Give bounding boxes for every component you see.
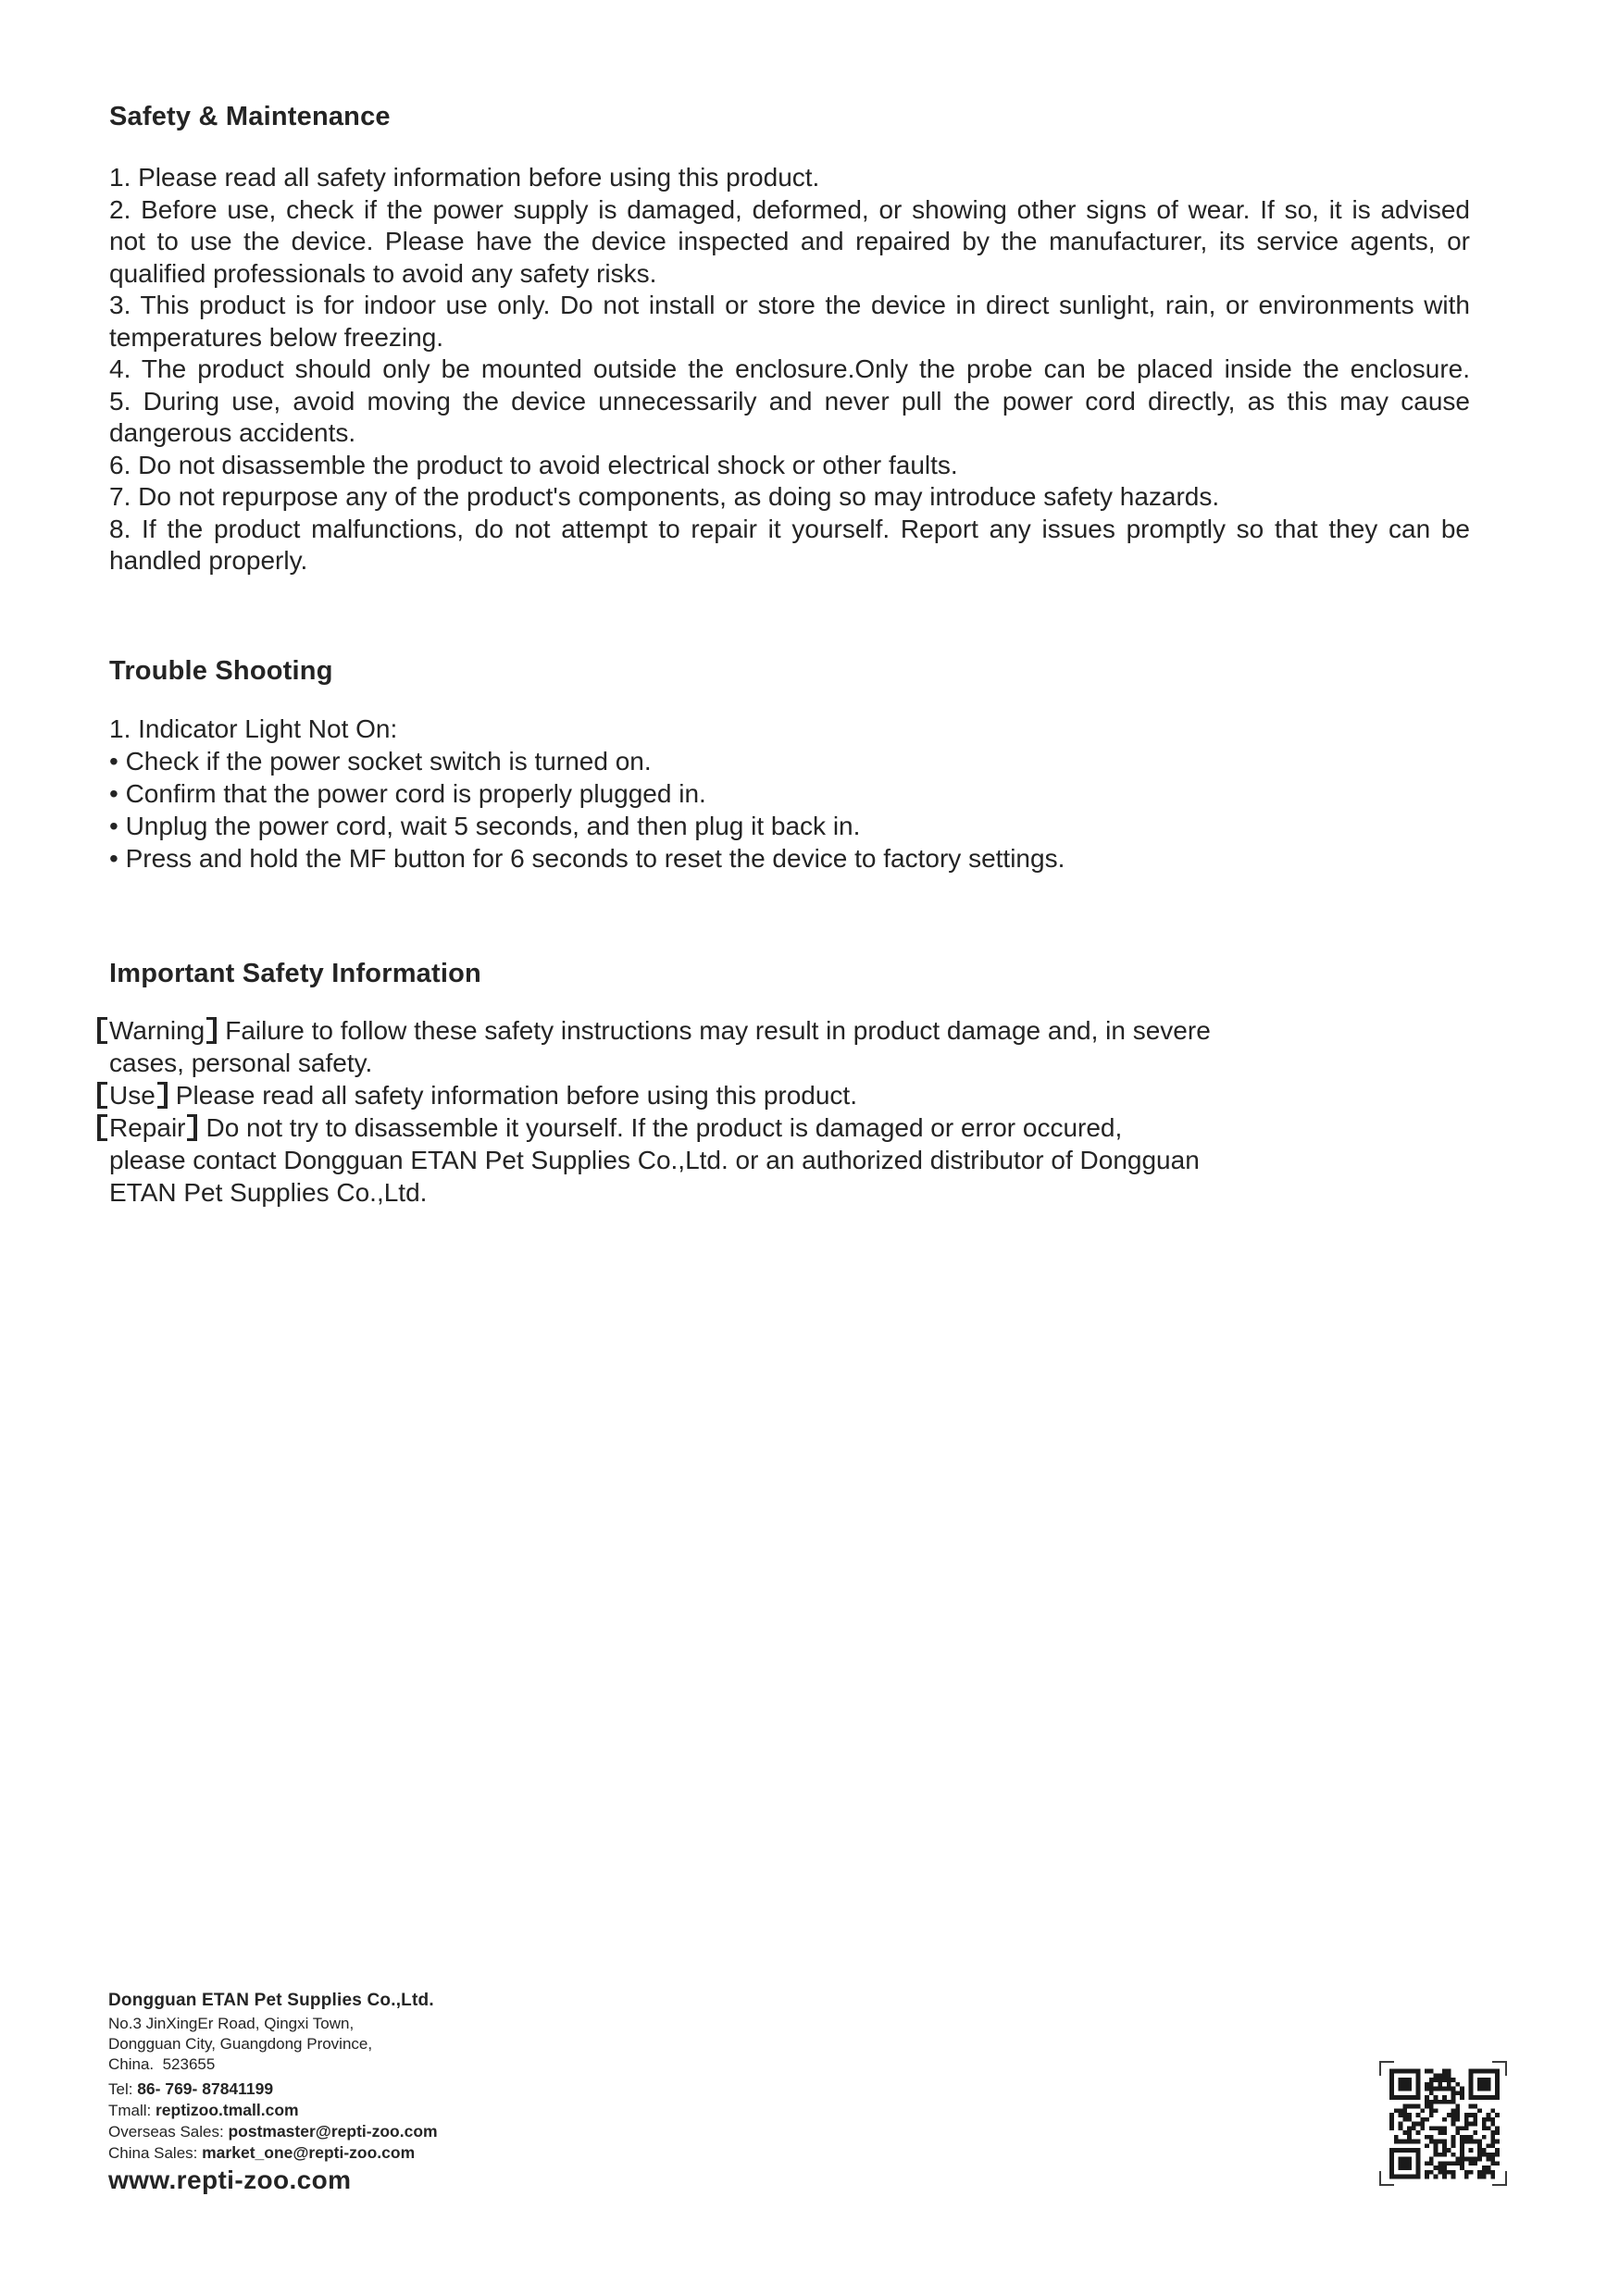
address-line: Dongguan City, Guangdong Province,: [108, 2035, 373, 2053]
text-line: 1. Please read all safety information before using this product.: [109, 163, 820, 192]
text-line: Warning Failure to follow these safety instructions may result in product damage and, in severe: [109, 1014, 1470, 1047]
contact-line: [108, 2121, 438, 2142]
address-line: China. 523655: [108, 2055, 216, 2073]
contact-line: [108, 2142, 438, 2164]
qr-modules: [1389, 2068, 1500, 2179]
lenticular-bracket-open-icon: [97, 1082, 107, 1109]
section-heading-safety-maintenance: Safety & Maintenance: [109, 102, 391, 131]
text-line: not to use the device. Please have the device inspected and repaired by the manufacturer, its service agents, or: [109, 227, 1470, 255]
address-line: No.3 JinXingEr Road, Qingxi Town,: [108, 2015, 355, 2032]
qr-code: [1379, 2061, 1507, 2186]
section-heading-important-safety-information: Important Safety Information: [109, 959, 481, 988]
text-line: 7. Do not repurpose any of the product's components, as doing so may introduce safety hazards.: [109, 482, 1220, 511]
lenticular-bracket-open-icon: [97, 1114, 107, 1141]
text-line: • Unplug the power cord, wait 5 seconds, and then plug it back in.: [109, 812, 861, 840]
text-line: Use Please read all safety information before using this product.: [109, 1079, 1470, 1111]
bracket-label: Warning: [109, 1016, 205, 1045]
text-line: • Confirm that the power cord is properly plugged in.: [109, 779, 706, 808]
contact-label: China Sales:: [108, 2144, 203, 2162]
important-safety-information-text: [109, 1014, 1470, 1209]
contact-value: market_one@repti-zoo.com: [202, 2143, 416, 2162]
contact-line: [108, 2100, 438, 2121]
text-line: 6. Do not disassemble the product to avoid electrical shock or other faults.: [109, 450, 958, 479]
contact-lines: [108, 2079, 438, 2164]
safety-maintenance-text: [109, 162, 1470, 577]
lenticular-bracket-close-icon: [206, 1017, 217, 1044]
text-line: • Check if the power socket switch is turned on.: [109, 747, 652, 776]
text-line: Repair Do not try to disassemble it yourself. If the product is damaged or error occured,: [109, 1111, 1470, 1144]
contact-value: postmaster@repti-zoo.com: [228, 2122, 438, 2141]
text-line: ETAN Pet Supplies Co.,Ltd.: [109, 1178, 428, 1207]
lenticular-bracket-close-icon: [187, 1114, 197, 1141]
text-line: 8. If the product malfunctions, do not attempt to repair it yourself. Report any issues promptly so that they can be: [109, 514, 1470, 543]
text-line: 5. During use, avoid moving the device unnecessarily and never pull the power cord directly, as this may cause: [109, 386, 1470, 416]
text-line: 2. Before use, check if the power supply is damaged, deformed, or showing other signs of wear. If so, it is advised: [109, 194, 1470, 224]
text-line: please contact Dongguan ETAN Pet Supplies Co.,Ltd. or an authorized distributor of Dongguan: [109, 1146, 1200, 1174]
text-line: temperatures below freezing.: [109, 322, 444, 352]
contact-value: 86- 769- 87841199: [137, 2079, 274, 2098]
contact-label: Overseas Sales:: [108, 2123, 229, 2141]
website-url: www.repti-zoo.com: [108, 2166, 352, 2194]
lenticular-bracket-close-icon: [157, 1082, 168, 1109]
text-line: dangerous accidents.: [109, 418, 356, 447]
section-heading-trouble-shooting: Trouble Shooting: [109, 656, 333, 686]
text-line: 3. This product is for indoor use only. Do not install or store the device in direct sunlight, rain, or environments with: [109, 291, 1470, 319]
lenticular-bracket-open-icon: [97, 1017, 107, 1044]
footer-contact-block: [108, 1990, 438, 2195]
contact-label: Tmall:: [108, 2102, 156, 2119]
trouble-shooting-text: [109, 713, 1470, 875]
text-line: 1. Indicator Light Not On:: [109, 714, 398, 743]
company-name: Dongguan ETAN Pet Supplies Co.,Ltd.: [108, 1991, 434, 2010]
contact-label: Tel:: [108, 2080, 138, 2098]
text-line: cases, personal safety.: [109, 1049, 373, 1077]
text-line: • Press and hold the MF button for 6 seconds to reset the device to factory settings.: [109, 844, 1065, 873]
company-address: [108, 2014, 438, 2075]
bracket-label: Repair: [109, 1113, 186, 1142]
text-line: handled properly.: [109, 546, 308, 575]
bracket-label: Use: [109, 1081, 156, 1110]
text-line: 4. The product should only be mounted outside the enclosure.Only the probe can be placed inside the enclosure.: [109, 354, 1470, 383]
contact-line: [108, 2079, 438, 2100]
contact-value: reptizoo.tmall.com: [156, 2101, 299, 2119]
text-line: qualified professionals to avoid any safety risks.: [109, 258, 657, 288]
